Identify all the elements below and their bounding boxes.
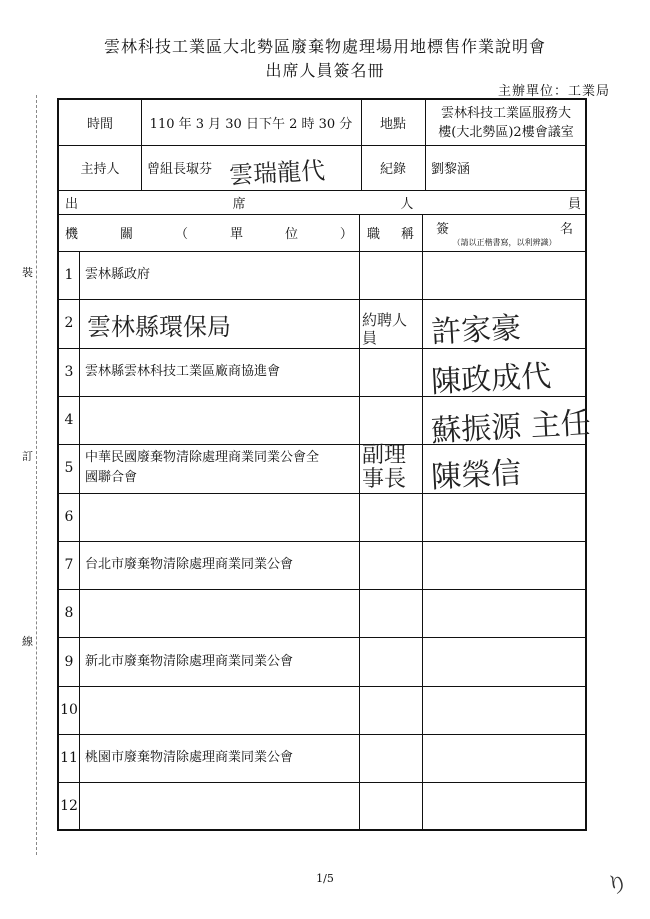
row-number: 12 xyxy=(60,798,78,815)
org-header-char: ） xyxy=(339,227,353,242)
row-number: 2 xyxy=(64,315,74,332)
row-number: 4 xyxy=(64,412,74,429)
row-number: 1 xyxy=(64,267,74,284)
org-column-header xyxy=(59,214,359,251)
org-header-char: 位 xyxy=(284,227,298,242)
handwritten-title: 約聘人員 xyxy=(362,311,408,348)
binding-line xyxy=(36,95,37,855)
row-organization xyxy=(85,637,357,685)
row-organization xyxy=(85,348,357,396)
row-organization xyxy=(85,251,357,299)
place-value-line2: 樓(大北勢區)2樓會議室 xyxy=(438,124,574,140)
attendees-header xyxy=(59,190,587,214)
place-value xyxy=(425,100,587,145)
document-subtitle: 出席人員簽名冊 xyxy=(265,61,385,80)
row-number: 10 xyxy=(60,701,78,718)
time-label: 時間 xyxy=(86,117,113,132)
row-number: 11 xyxy=(60,750,78,767)
handwritten-organization: 雲林縣環保局 xyxy=(87,313,231,342)
attendees-char-2: 席 xyxy=(232,196,246,212)
organization-name: 中華民國廢棄物清除處理商業同業公會全 xyxy=(85,450,320,466)
organizer-label: 主辦單位：工業局 xyxy=(497,84,610,99)
title-column-header xyxy=(359,214,422,251)
row-number: 5 xyxy=(64,460,74,477)
signature-column-header xyxy=(422,214,587,251)
handwritten-signature: 許家豪 xyxy=(430,310,523,351)
organization-name: 雲林縣雲林科技工業區廠商協進會 xyxy=(85,363,281,379)
organization-name: 台北市廢棄物清除處理商業同業公會 xyxy=(85,556,294,572)
row-organization xyxy=(85,686,357,734)
host-signature: 雲瑞龍代 xyxy=(228,156,326,190)
title-header-char: 稱 xyxy=(400,227,414,242)
row-number: 6 xyxy=(64,508,74,525)
row-organization xyxy=(85,734,357,782)
title-header-char: 職 xyxy=(367,227,381,242)
signature-note: （請以正楷書寫，以利辨識） xyxy=(452,237,557,247)
row-organization xyxy=(85,782,357,830)
handwritten-signature: 陳榮信 xyxy=(430,455,523,496)
row-organization xyxy=(85,589,357,637)
org-header-char: 機 xyxy=(65,227,79,242)
handwritten-signature: 蘇振源 主任 xyxy=(430,405,592,450)
row-organization xyxy=(85,396,357,444)
organization-name: 雲林縣政府 xyxy=(85,267,151,283)
attendees-char-4: 員 xyxy=(567,196,581,212)
row-number: 7 xyxy=(64,556,74,573)
row-number: 3 xyxy=(64,363,74,380)
handwritten-signature: 陳政成代 xyxy=(430,358,553,400)
row-organization xyxy=(85,541,357,589)
host-label: 主持人 xyxy=(80,162,120,177)
row-organization xyxy=(85,444,357,492)
sign-header-char: 名 xyxy=(559,221,573,237)
time-value: 110 年 3 月 30 日下午 2 時 30 分 xyxy=(149,117,353,132)
row-number: 8 xyxy=(64,605,74,622)
binding-mark-3: 線 xyxy=(22,631,33,651)
organization-name-cont: 國聯合會 xyxy=(85,470,138,486)
host-value: 曾組長琡芬 xyxy=(147,162,213,177)
recorder-value: 劉黎涵 xyxy=(431,162,471,177)
row-organization xyxy=(85,493,357,541)
page-number: 1/5 xyxy=(316,872,334,885)
recorder-label: 紀錄 xyxy=(379,162,406,177)
org-header-char: （ xyxy=(174,227,188,242)
binding-mark-1: 裝 xyxy=(22,262,33,282)
org-header-char: 單 xyxy=(229,227,243,242)
organization-name: 桃園市廢棄物清除處理商業同業公會 xyxy=(85,750,294,766)
document-title: 雲林科技工業區大北勢區廢棄物處理場用地標售作業說明會 xyxy=(103,37,546,56)
attendees-char-3: 人 xyxy=(400,196,414,212)
organization-name: 新北市廢棄物清除處理商業同業公會 xyxy=(85,653,294,669)
row-number: 9 xyxy=(64,653,74,670)
attendees-char-1: 出 xyxy=(65,196,79,212)
handwritten-title: 副理事長 xyxy=(362,443,407,493)
binding-mark-2: 訂 xyxy=(22,446,33,466)
sign-header-char: 簽 xyxy=(436,221,450,237)
signin-form xyxy=(57,98,592,831)
org-header-char: 關 xyxy=(119,227,133,242)
place-label: 地點 xyxy=(379,117,406,132)
place-value-line1: 雲林科技工業區服務大 xyxy=(440,105,571,121)
corner-mark: り xyxy=(603,870,632,901)
